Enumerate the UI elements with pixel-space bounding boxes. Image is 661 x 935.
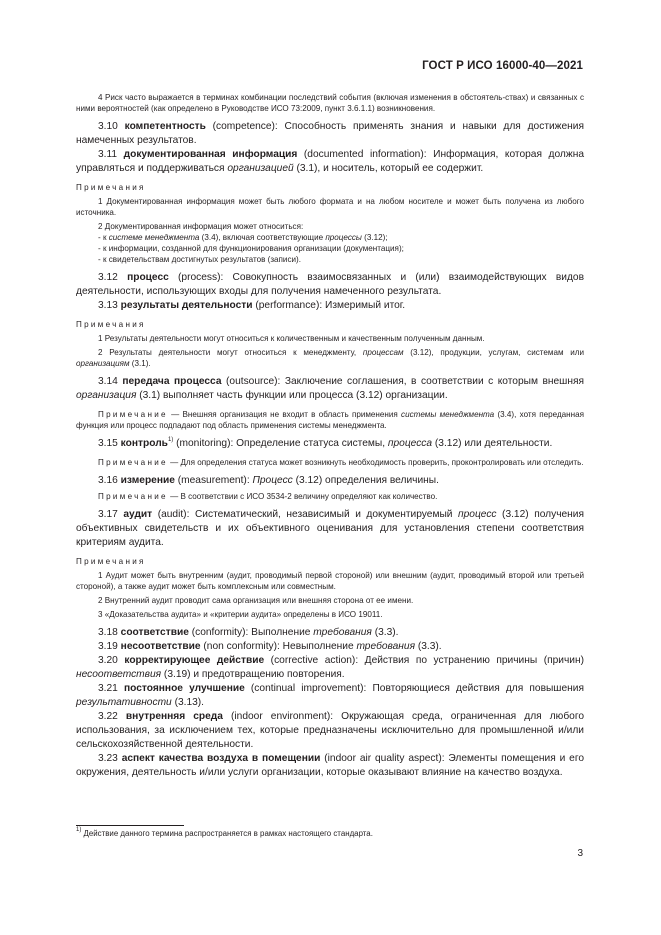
text-run: Примечания <box>76 320 146 329</box>
text-run: (3.12), продукции, услугам, системам или <box>403 348 584 357</box>
text-run: 3.23 <box>98 753 122 764</box>
text-run: 1 Документированная информация может быть любого формата и на любом носителе и может быть получена из любого источника. <box>76 197 584 217</box>
notes-heading <box>76 182 584 193</box>
note-paragraph <box>76 221 584 232</box>
note-paragraph <box>76 595 584 606</box>
term-name: соответствие <box>120 627 189 638</box>
text-run: (3.12); <box>361 233 388 242</box>
term-name: внутренняя среда <box>125 711 223 722</box>
text-run: (3.4), включая соответствующие <box>199 233 326 242</box>
text-run: (3.13). <box>171 697 205 708</box>
text-run: Примечание <box>98 492 168 501</box>
text-run: 3.14 <box>98 376 123 387</box>
term-paragraph <box>76 640 584 654</box>
text-run: (3.1) выполняет часть функции или процесса (3.12) организации. <box>136 390 448 401</box>
note-paragraph <box>76 347 584 369</box>
term-paragraph <box>76 437 584 451</box>
term-paragraph <box>76 375 584 403</box>
text-run: 3.12 <box>98 272 128 283</box>
text-run: — В соответствии с ИСО 3534-2 величину определяют как количество. <box>167 492 438 501</box>
text-run: 3.21 <box>98 683 124 694</box>
text-run: (3.12) или деятельности. <box>432 438 553 449</box>
text-run: 3.11 <box>98 149 124 160</box>
term-paragraph <box>76 148 584 176</box>
text-run: (3.12) получения объективных свидетельств и их объективного оценивания для установления степени соответствия критериям аудита. <box>76 509 584 548</box>
text-run: (competence): Способность применять знания и навыки для достижения намеченных результатов. <box>76 121 584 146</box>
term-reference: Процесс <box>252 475 293 486</box>
text-run: - к <box>98 233 109 242</box>
notes-heading <box>76 319 584 330</box>
text-run: 3 «Доказательства аудита» и «критерии аудита» определены в ИСО 19011. <box>98 610 383 619</box>
text-run: (measurement): <box>174 475 253 486</box>
text-run: 3.22 <box>98 711 126 722</box>
term-paragraph <box>76 299 584 313</box>
term-name: документированная информация <box>123 149 298 160</box>
text-run: (3.12) определения величины. <box>292 475 439 486</box>
term-reference: результативности <box>76 697 172 708</box>
text-run: 3.17 <box>98 509 124 520</box>
term-reference: процесса <box>387 438 433 449</box>
text-run: (3.1), и носитель, который ее содержит. <box>293 163 484 174</box>
term-paragraph <box>76 654 584 682</box>
term-paragraph <box>76 682 584 710</box>
text-run: (continual improvement): Повторяющиеся действия для повышения <box>244 683 584 694</box>
text-run: (outsource): Заключение соглашения, в соответствии с которым внешняя <box>221 376 584 387</box>
term-name: постоянное улучшение <box>123 683 245 694</box>
text-run: (conformity): Выполнение <box>188 627 314 638</box>
text-run: 1 Аудит может быть внутренним (аудит, проводимый первой стороной) или внешним (аудит, проводимый второй или третьей стороной), а также аудит может быть комплексным или совместным. <box>76 571 584 591</box>
text-run: 3.18 <box>98 627 121 638</box>
note-paragraph <box>76 570 584 592</box>
text-run: 3.16 <box>98 475 121 486</box>
term-name: контроль <box>120 438 168 449</box>
footnote-text: Действие данного термина распространяется в рамках настоящего стандарта. <box>81 829 373 838</box>
text-run: - к информации, созданной для функционирования организации (документация); <box>98 244 404 253</box>
text-run: (performance): Измеримый итог. <box>252 300 406 311</box>
term-reference: организациям <box>76 359 130 368</box>
term-paragraph <box>76 710 584 752</box>
term-paragraph <box>76 626 584 640</box>
text-run: 2 Результаты деятельности могут относиться к менеджменту, <box>98 348 363 357</box>
text-run: (3.1). <box>129 359 151 368</box>
term-paragraph <box>76 474 584 488</box>
note-paragraph <box>76 232 584 243</box>
note-paragraph <box>76 333 584 344</box>
document-header: ГОСТ Р ИСО 16000-40—2021 <box>422 60 583 72</box>
term-reference: несоответствия <box>76 669 162 680</box>
text-run: 2 Внутренний аудит проводит сама организация или внешняя сторона от ее имени. <box>98 596 414 605</box>
term-paragraph <box>76 508 584 550</box>
term-reference: процессам <box>362 348 404 357</box>
note-paragraph <box>76 491 584 502</box>
text-run: (process): Совокупность взаимосвязанных и (или) взаимодействующих видов деятельности, использующих входы для получения намеченного результата. <box>76 272 584 297</box>
note-paragraph <box>76 457 584 468</box>
text-run: (monitoring): Определение статуса системы, <box>173 438 388 449</box>
text-run: — Внешняя организация не входит в область применения <box>167 410 402 419</box>
term-name: корректирующее действие <box>124 655 265 666</box>
note-paragraph <box>76 609 584 620</box>
text-run: (indoor environment): Окружающая среда, ограниченная для любого использования, за исключением тех, которые предназначены исключительно для промышленной и/или сельскохозяйственной деятельности. <box>76 711 584 750</box>
term-name: аудит <box>123 509 153 520</box>
text-run: (indoor air quality aspect): Элементы помещения и его окружения, деятельность и/или услуги организации, которые оказывают влияние на качество воздуха. <box>76 753 584 778</box>
footnote-mark: 1) <box>76 827 82 834</box>
text-run: Примечания <box>76 183 146 192</box>
term-name: передача процесса <box>122 376 222 387</box>
term-reference: процессы <box>325 233 362 242</box>
term-name: аспект качества воздуха в помещении <box>121 753 321 764</box>
term-paragraph <box>76 271 584 299</box>
text-run: - к свидетельствам достигнутых результатов (записи). <box>98 255 301 264</box>
term-name: несоответствие <box>120 641 201 652</box>
term-name: процесс <box>127 272 169 283</box>
term-reference: требования <box>356 641 416 652</box>
text-run: 4 Риск часто выражается в терминах комбинации последствий события (включая изменения в обстоятель-ствах) и связанных с ними вероятностей (как определено в Руководстве ИСО 73:2009, пункт 3.6.1.1) возникновения. <box>76 93 584 113</box>
notes-heading <box>76 556 584 567</box>
text-run: 3.19 <box>98 641 121 652</box>
text-run: Примечания <box>76 557 146 566</box>
text-run: 3.10 <box>98 121 125 132</box>
text-run: (3.19) и предотвращению повторения. <box>161 669 345 680</box>
text-run: Примечание <box>98 410 168 419</box>
footnote-divider <box>76 825 184 826</box>
term-paragraph <box>76 752 584 780</box>
text-run: Примечание <box>98 458 168 467</box>
term-reference: организацией <box>227 163 294 174</box>
note-paragraph <box>76 196 584 218</box>
term-name: измерение <box>120 475 175 486</box>
term-name: результаты деятельности <box>120 300 253 311</box>
text-run: 3.15 <box>98 438 121 449</box>
text-run: (audit): Систематический, независимый и документируемый <box>152 509 458 520</box>
term-reference: организация <box>76 390 137 401</box>
term-name: компетентность <box>124 121 206 132</box>
document-body <box>76 92 584 780</box>
text-run: 2 Документированная информация может относиться: <box>98 222 304 231</box>
text-run: 3.20 <box>98 655 125 666</box>
note-paragraph <box>76 243 584 254</box>
text-run: (corrective action): Действия по устранению причины (причин) <box>264 655 584 666</box>
text-run: 3.13 <box>98 300 121 311</box>
term-reference: системы менеджмента <box>401 410 495 419</box>
page-number: 3 <box>577 848 583 859</box>
term-paragraph <box>76 120 584 148</box>
note-paragraph <box>76 92 584 114</box>
text-run: 1 Результаты деятельности могут относиться к количественным и качественным полученным данным. <box>98 334 485 343</box>
text-run: (3.3). <box>371 627 399 638</box>
note-paragraph <box>76 409 584 431</box>
text-run: (documented information): Информация, которая должна управляться и поддерживаться <box>76 149 584 174</box>
text-run: (3.4), хотя переданная функция или процесс подпадают под область применения системы менеджмента. <box>76 410 584 430</box>
footnote <box>76 829 373 839</box>
text-run: — Для определения статуса может возникнуть необходимость проверить, проконтролировать или отследить. <box>167 458 584 467</box>
term-reference: требования <box>313 627 372 638</box>
text-run: 1) <box>167 436 174 443</box>
term-reference: процесс <box>458 509 497 520</box>
text-run: (non conformity): Невыполнение <box>200 641 357 652</box>
text-run: (3.3). <box>415 641 442 652</box>
note-paragraph <box>76 254 584 265</box>
term-reference: системе менеджмента <box>108 233 200 242</box>
